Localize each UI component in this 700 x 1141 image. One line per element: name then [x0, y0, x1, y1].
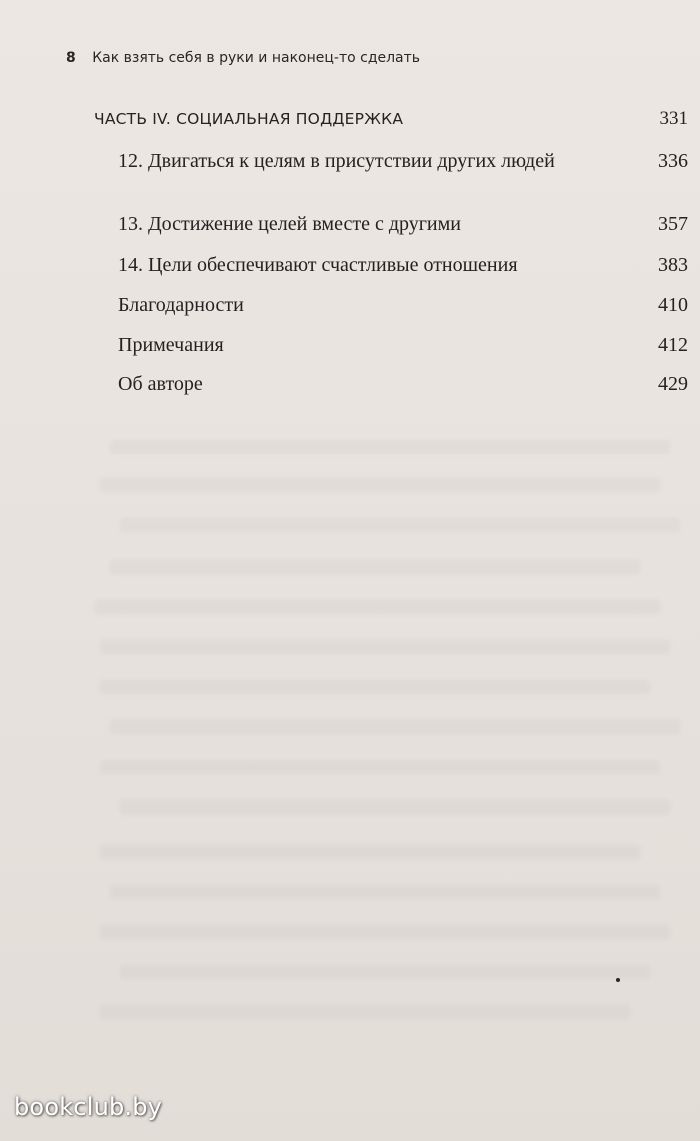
- toc-entry-title: Примечания: [118, 334, 224, 356]
- toc-entry: [118, 254, 688, 276]
- toc-part-heading: [94, 110, 688, 128]
- toc-entry: [118, 373, 688, 395]
- page-folio: 8: [66, 50, 76, 66]
- toc-entry-page: 410: [658, 294, 688, 316]
- toc-entry-page: 357: [658, 213, 688, 235]
- book-title: Как взять себя в руки и наконец-то сделать: [92, 50, 421, 66]
- toc-part-title: ЧАСТЬ IV. СОЦИАЛЬНАЯ ПОДДЕРЖКА: [94, 110, 404, 128]
- toc-entry-title: Об авторе: [118, 373, 203, 395]
- toc-part-page: 331: [659, 108, 688, 129]
- toc-entry: [118, 150, 688, 172]
- toc-entry: [118, 294, 688, 316]
- toc-entry-page: 383: [658, 254, 688, 276]
- speck: [616, 978, 620, 982]
- toc-entry-title: 13. Достижение целей вместе с другими: [118, 213, 461, 235]
- toc-entry-title: 12. Двигаться к целям в присутствии других людей: [118, 150, 555, 172]
- toc-entry-title: 14. Цели обеспечивают счастливые отношения: [118, 254, 518, 276]
- watermark: bookclub.by: [14, 1093, 163, 1121]
- toc-entry-title: Благодарности: [118, 294, 244, 316]
- running-head: [66, 50, 420, 66]
- toc-entry-page: 412: [658, 334, 688, 356]
- toc-entry: [118, 213, 688, 235]
- toc-entry: [118, 334, 688, 356]
- toc-entry-page: 336: [658, 150, 688, 172]
- toc-entry-page: 429: [658, 373, 688, 395]
